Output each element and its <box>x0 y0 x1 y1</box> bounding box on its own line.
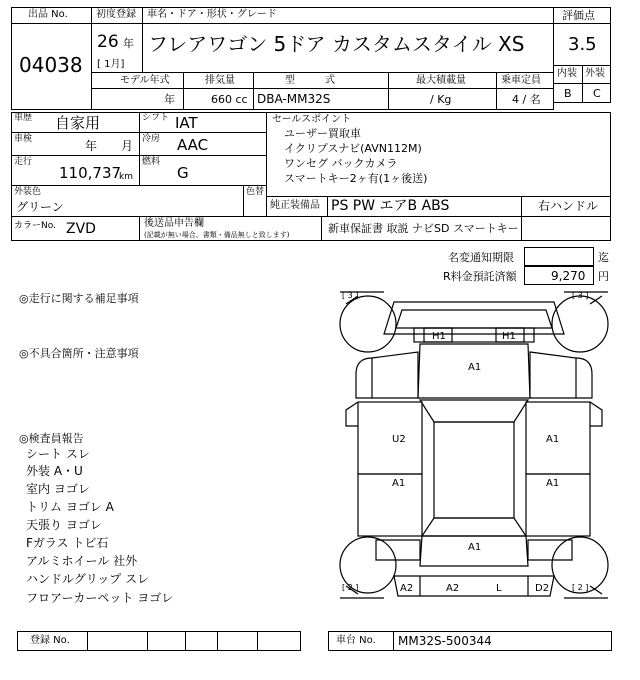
interior-grade: B <box>564 87 572 100</box>
roof <box>434 422 514 518</box>
rear-door-left <box>358 474 422 536</box>
damage-mark-h1-right: H1 <box>502 331 516 342</box>
recycle-unit: 円 <box>598 270 609 283</box>
damage-mark-h1-left: H1 <box>432 331 446 342</box>
car-damage-diagram <box>336 290 612 602</box>
exterior-label: 外装 <box>585 68 605 79</box>
damage-mark-a1-right-rear: A1 <box>546 478 560 489</box>
name-change-unit: 迄 <box>598 251 609 264</box>
chassis-label: 車台 No. <box>336 635 376 646</box>
inspector-line: トリム ヨゴレ A <box>26 500 114 514</box>
docs-note: (記載が無い場合、書類・備品無しと致します) <box>144 231 290 239</box>
fuel-label: 燃料 <box>142 157 161 167</box>
sales-point-line: イクリプスナビ(AVN112M) <box>284 142 422 155</box>
sales-point-line: ワンセグ バックカメラ <box>284 157 398 170</box>
name-change-label: 名変通知期限 <box>448 251 514 264</box>
history-value: 自家用 <box>55 114 101 132</box>
car-name: フレアワゴン 5ドア カスタムスタイル XS <box>148 32 525 56</box>
inspector-line: 外装 A・U <box>26 464 83 478</box>
history-label: 車歴 <box>14 113 33 123</box>
inspector-line: 室内 ヨゴレ <box>26 482 90 496</box>
damage-mark-a1-rear-gate: A1 <box>468 542 482 553</box>
first-reg-label: 初度登録 <box>96 9 136 20</box>
mileage-unit: km <box>119 172 133 182</box>
registration-label: 登録 No. <box>30 635 70 646</box>
capacity-label: 乗車定員 <box>501 75 541 86</box>
model-year-unit: 年 <box>164 93 175 106</box>
max-load-label: 最大積載量 <box>416 75 466 86</box>
interior-label: 内装 <box>557 68 577 79</box>
damage-mark-a2-left: A2 <box>400 583 414 594</box>
inspection-label: 車検 <box>14 134 33 144</box>
front-bumper <box>384 302 564 334</box>
inspector-line: アルミホイール 社外 <box>26 554 138 568</box>
ac-value: AAC <box>177 136 209 154</box>
front-fender-right <box>530 352 576 398</box>
equipment-value: PS PW エアB ABS <box>331 198 450 214</box>
lot-label: 出品 No. <box>28 9 68 20</box>
capacity-value: 4 / 名 <box>512 93 541 106</box>
windshield <box>420 400 528 422</box>
inspector-line: ハンドルグリップ スレ <box>26 572 150 586</box>
recycle-label: R料金預託済額 <box>443 270 517 283</box>
recycle-value: 9,270 <box>551 269 586 283</box>
front-fender-left <box>372 352 418 398</box>
shift-label: シフト <box>142 113 170 123</box>
color-change-label: 色替 <box>246 187 265 197</box>
type-label: 型 式 <box>285 75 335 86</box>
score-label: 評価点 <box>562 9 595 22</box>
fuel-value: G <box>177 164 189 182</box>
damage-mark-l: L <box>496 583 502 594</box>
exterior-color-label: 外装色 <box>14 187 42 197</box>
rear-window <box>422 518 526 536</box>
chassis-number: MM32S-500344 <box>398 634 492 648</box>
sales-point-line: ユーザー買取車 <box>284 127 361 140</box>
corner-label-bottom-right: [ 2 ] <box>572 583 589 592</box>
damage-mark-a1-right-front: A1 <box>546 434 560 445</box>
sales-point-line: スマートキー2ヶ有(1ヶ後送) <box>284 172 428 185</box>
inspector-label: ◎検査員報告 <box>19 432 84 445</box>
mileage-value: 110,737 <box>59 164 122 182</box>
model-year-label: モデル年式 <box>120 75 170 86</box>
exterior-color-value: グリーン <box>16 200 64 214</box>
mileage-label: 走行 <box>14 157 33 167</box>
inspector-line: シート スレ <box>26 447 90 461</box>
damage-mark-a1-left-rear: A1 <box>392 478 406 489</box>
score-value: 3.5 <box>568 34 597 55</box>
equipment-label: 純正装備品 <box>270 200 320 211</box>
car-label: 車名・ドア・形状・グレード <box>147 9 277 20</box>
rear-bumper <box>394 576 554 596</box>
first-reg-year: 26 <box>97 32 119 52</box>
front-door-left <box>358 402 422 474</box>
exterior-grade: C <box>593 87 601 100</box>
damage-mark-d2: D2 <box>535 583 550 594</box>
ac-label: 冷房 <box>142 134 161 144</box>
displacement-label: 排気量 <box>205 75 235 86</box>
type-value: DBA-MM32S <box>257 92 331 106</box>
inspection-month: 月 <box>121 139 134 153</box>
docs-label: 後送品申告欄 <box>144 218 204 229</box>
sales-point-label: セールスポイント <box>272 114 352 125</box>
year-unit: 年 <box>123 37 134 50</box>
inspector-line: フロアーカーペット ヨゴレ <box>26 591 174 605</box>
corner-label-bottom-left: [ 2 ] <box>342 583 359 592</box>
inspector-line: Fガラス トビ石 <box>26 536 109 550</box>
max-load-value: / Kg <box>430 93 452 106</box>
lot-number: 04038 <box>19 53 83 77</box>
displacement-value: 660 cc <box>211 93 248 106</box>
corner-label-top-right: [ 3 ] <box>572 291 589 300</box>
warranty-value: 新車保証書 取説 ナビSD スマートキー <box>328 222 519 235</box>
damage-mark-a2-mid: A2 <box>446 583 460 594</box>
steering-value: 右ハンドル <box>538 199 599 213</box>
first-reg-month: [ 1月] <box>97 59 125 70</box>
damage-mark-a1-hood: A1 <box>468 362 482 373</box>
color-no-value: ZVD <box>66 221 96 237</box>
inspection-year: 年 <box>85 139 98 153</box>
damage-mark-u2: U2 <box>392 434 406 445</box>
color-no-label: カラーNo. <box>14 221 56 231</box>
name-change-field <box>524 247 594 266</box>
shift-value: IAT <box>175 114 198 132</box>
inspector-line: 天張り ヨゴレ <box>26 518 102 532</box>
driving-notes-label: ◎走行に関する補足事項 <box>19 292 139 305</box>
corner-label-top-left: [ 3 ] <box>342 291 359 300</box>
defects-label: ◎不具合箇所・注意事項 <box>19 347 139 360</box>
